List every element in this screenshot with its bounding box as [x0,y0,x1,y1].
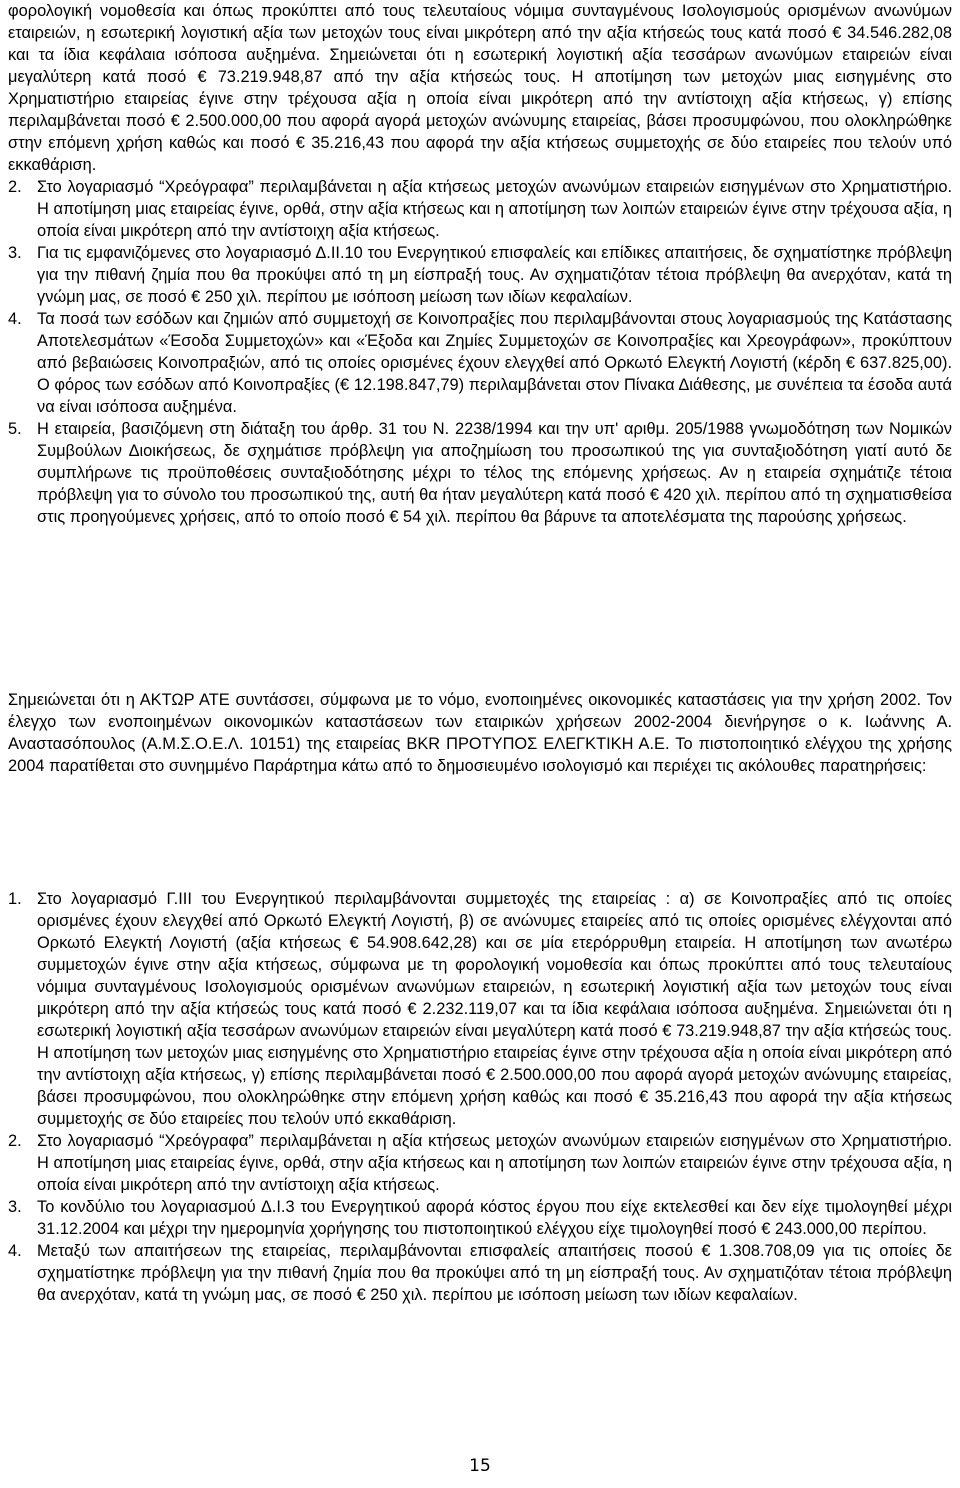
list-item [8,1240,952,1306]
item-text: Μεταξύ των απαιτήσεων της εταιρείας, περιλαμβάνονται επισφαλείς απαιτήσεις ποσού € 1.308.708,09 για τις οποίες δε σχηματίστηκε πρόβλεψη για την πιθανή ζημία που θα προκύψει από τη μη είσπραξή τους. Αν σχηματιζόταν τέτοια πρόβλεψη θα ανερχόταν, κατά τη γνώμη μας, σε ποσό € 250 χιλ. περίπου με ισόποση μείωση των ιδίων κεφαλαίων. [37,1242,952,1304]
item-number: 4. [8,1242,22,1260]
item-text: Στο λογαριασμό “Χρεόγραφα” περιλαμβάνεται η αξία κτήσεως μετοχών ανωνύμων εταιρειών εισηγμένων στο Χρηματιστήριο. Η αποτίμηση μιας εταιρείας έγινε, ορθά, στην αξία κτήσεως και η αποτίμηση των λοιπών εταιρειών έγινε στην τρέχουσα αξία, η οποία είναι μικρότερη από την αντίστοιχη αξία κτήσεως. [37,1132,952,1194]
list-item [8,308,952,418]
item-number: 2. [8,178,22,196]
item-text: Στο λογαριασμό “Χρεόγραφα” περιλαμβάνεται η αξία κτήσεως μετοχών ανωνύμων εταιρειών εισηγμένων στο Χρηματιστήριο. Η αποτίμηση μιας εταιρείας έγινε, ορθά, στην αξία κτήσεως και η αποτίμηση των λοιπών εταιρειών έγινε στην τρέχουσα αξία, η οποία είναι μικρότερη από την αντίστοιχη αξία κτήσεως. [37,178,952,240]
item-text: Το κονδύλιο του λογαριασμού Δ.Ι.3 του Ενεργητικού αφορά κόστος έργου που είχε εκτελεσθεί και δεν είχε τιμολογηθεί μέχρι 31.12.2004 και μέχρι την ημερομηνία χορήγησης του πιστοποιητικού ελέγχου είχε τιμολογηθεί ποσό € 243.000,00 περίπου. [37,1198,952,1238]
item-number: 1. [8,890,22,908]
audit-observations-section [8,888,952,1306]
item-text: Στο λογαριασμό Γ.ΙΙΙ του Ενεργητικού περιλαμβάνονται συμμετοχές της εταιρείας : α) σε Κοινοπραξίες από τις οποίες ορισμένες έχουν ελεγχθεί από Ορκωτό Ελεγκτή Λογιστή, β) σε ανώνυμες εταιρείες από τις οποίες ορισμένες ελέγχονται από Ορκωτό Ελεγκτή Λογιστή (αξία κτήσεως € 54.908.642,28) και σε μία ετερόρρυθμη εταιρεία. Η αποτίμηση των ανωτέρω συμμετοχών έγινε στην αξία κτήσεως, σύμφωνα με τη φορολογική νομοθεσία και όπως προκύπτει από τους τελευταίους νόμιμα συνταγμένους Ισολογισμούς ορισμένων ανωνύμων εταιρειών, η εσωτερική λογιστική αξία των μετοχών τους είναι μικρότερη από την αξία κτήσεώς τους κατά ποσό € 2.232.119,07 και τα ίδια κεφάλαια ισόποσα αυξημένα. Σημειώνεται ότι η εσωτερική λογιστική αξία τεσσάρων ανωνύμων εταιρειών είναι μεγαλύτερη κατά ποσό € 73.219.948,87 την αξία κτήσεώς τους. Η αποτίμηση των μετοχών μιας εισηγμένης στο Χρηματιστήριο εταιρείας έγινε στην τρέχουσα αξία η οποία είναι μικρότερη από την αντίστοιχη αξία κτήσεως, γ) επίσης περιλαμβάνεται ποσό € 2.500.000,00 που αφορά αγορά μετοχών ανώνυμης εταιρείας, βάσει προσυμφώνου, που ολοκληρώθηκε στην επόμενη χρήση καθώς και ποσό € 35.216,43 που αφορά την αξία κτήσεως συμμετοχής σε δύο εταιρείες που τελούν υπό εκκαθάριση. [37,890,952,1128]
list-item [8,1196,952,1240]
item-number: 3. [8,244,22,262]
consolidated-note-section [8,689,952,777]
list-item [8,1130,952,1196]
item-number: 2. [8,1132,22,1150]
item-text: Τα ποσά των εσόδων και ζημιών από συμμετοχή σε Κοινοπραξίες που περιλαμβάνονται στους λογαριασμούς της Κατάστασης Αποτελεσμάτων «Έσοδα Συμμετοχών» και «Έξοδα και Ζημίες Συμμετοχών σε Κοινοπραξίες και Χρεογράφων», προκύπτουν από βεβαιώσεις Κοινοπραξιών, από τις οποίες ορισμένες έχουν ελεγχθεί από Ορκωτό Ελεγκτή Λογιστή (κέρδη € 637.825,00). Ο φόρος των εσόδων από Κοινοπραξίες (€ 12.198.847,79) περιλαμβάνεται στον Πίνακα Διάθεσης, με συνέπεια τα έσοδα αυτά να είναι ισόποσα αυξημένα. [37,310,952,416]
list-item [8,242,952,308]
continued-notes-section [8,0,952,528]
item-text: Για τις εμφανιζόμενες στο λογαριασμό Δ.ΙΙ.10 του Ενεργητικού επισφαλείς και επίδικες απαιτήσεις, δε σχηματίστηκε πρόβλεψη για την πιθανή ζημία που θα προκύψει από τη μη είσπραξή τους. Αν σχηματιζόταν τέτοια πρόβλεψη θα ανερχόταν, κατά τη γνώμη μας, σε ποσό € 250 χιλ. περίπου με ισόποση μείωση των ιδίων κεφαλαίων. [37,244,952,306]
consolidation-paragraph: Σημειώνεται ότι η ΑΚΤΩΡ ΑΤΕ συντάσσει, σύμφωνα με το νόμο, ενοποιημένες οικονομικές καταστάσεις για την χρήση 2002. Τον έλεγχο των ενοποιημένων οικονομικών καταστάσεων των εταιρικών χρήσεων 2002-2004 διενήργησε ο κ. Ιωάννης Α. Αναστασόπουλος (Α.Μ.Σ.Ο.Ε.Λ. 10151) της εταιρείας BKR ΠΡΟΤΥΠΟΣ ΕΛΕΓΚΤΙΚΗ Α.Ε. Το πιστοποιητικό ελέγχου της χρήσης 2004 παρατίθεται στο συνημμένο Παράρτημα κάτω από το δημοσιευμένο ισολογισμό και περιέχει τις ακόλουθες παρατηρήσεις: [8,691,952,775]
item-number: 5. [8,420,22,438]
page-number: 15 [469,1456,491,1476]
list-item [8,176,952,242]
continued-paragraph: φορολογική νομοθεσία και όπως προκύπτει από τους τελευταίους νόμιμα συνταγμένους Ισολογισμούς ορισμένων ανωνύμων εταιρειών, η εσωτερική λογιστική αξία των μετοχών τους είναι μικρότερη από την αξία κτήσεώς τους κατά ποσό € 34.546.282,08 και τα ίδια κεφάλαια ισόποσα αυξημένα. Σημειώνεται ότι η εσωτερική λογιστική αξία τεσσάρων ανωνύμων εταιρειών είναι μεγαλύτερη κατά ποσό € 73.219.948,87 από την αξία κτήσεώς τους. Η αποτίμηση των μετοχών μιας εισηγμένης στο Χρηματιστήριο εταιρείας έγινε στην τρέχουσα αξία η οποία είναι μικρότερη από την αντίστοιχη αξία κτήσεως, γ) επίσης περιλαμβάνεται ποσό € 2.500.000,00 που αφορά αγορά μετοχών ανώνυμης εταιρείας, βάσει προσυμφώνου, που ολοκληρώθηκε στην επόμενη χρήση καθώς και ποσό € 35.216,43 που αφορά την αξία κτήσεως συμμετοχής σε δύο εταιρείες που τελούν υπό εκκαθάριση. [8,2,952,174]
item-text: Η εταιρεία, βασιζόμενη στη διάταξη του άρθρ. 31 του Ν. 2238/1994 και την υπ' αριθμ. 205/1988 γνωμοδότηση των Νομικών Συμβούλων Διοικήσεως, δε σχημάτισε πρόβλεψη για αποζημίωση του προσωπικού της για συνταξιοδότηση γιατί αυτό δε συμπλήρωνε τις προϋποθέσεις συνταξιοδότησης μέχρι το τέλος της επόμενης χρήσεως. Αν η εταιρεία σχημάτιζε τέτοια πρόβλεψη για το σύνολο του προσωπικού της, αυτή θα ήταν μεγαλύτερη κατά ποσό € 420 χιλ. περίπου από τη σχηματισθείσα στις προηγούμενες χρήσεις, από το οποίο ποσό € 54 χιλ. περίπου θα βάρυνε τα αποτελέσματα της παρούσης χρήσεως. [37,420,952,526]
list-item [8,418,952,528]
item-number: 4. [8,310,22,328]
list-item [8,888,952,1130]
item-number: 3. [8,1198,22,1216]
